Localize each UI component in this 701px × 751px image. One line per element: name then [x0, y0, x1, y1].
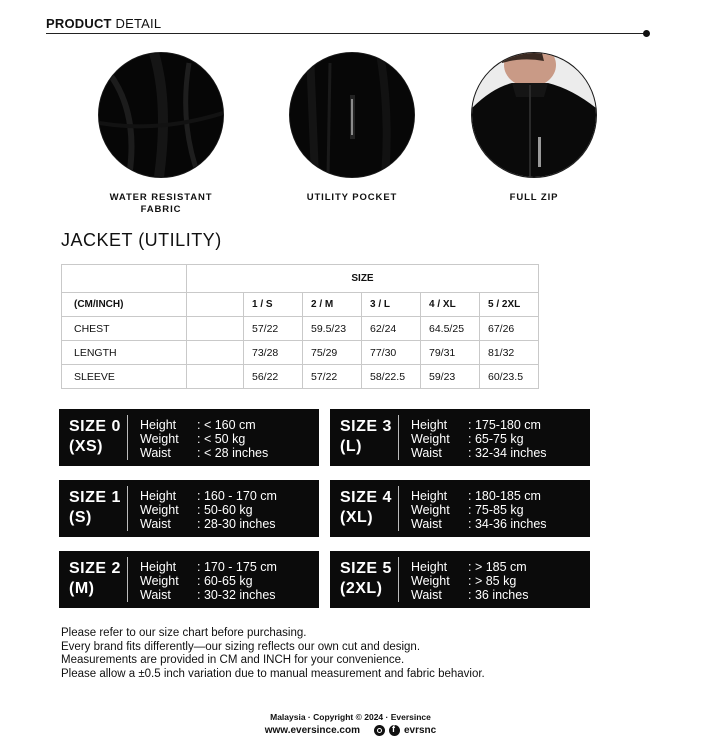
height-value: : 160 - 170 cm	[197, 489, 277, 503]
table-cell: 62/24	[362, 317, 421, 341]
height-label: Height	[140, 560, 177, 574]
feature-label: UTILITY POCKET	[306, 192, 398, 203]
waist-value: : 32-34 inches	[468, 446, 547, 460]
weight-label: Weight	[140, 574, 179, 588]
feature-label: WATER RESISTANT FABRIC	[109, 192, 213, 215]
note-line: Please refer to our size chart before purchasing.	[61, 627, 307, 639]
table-cell: 57/22	[244, 317, 303, 341]
feature-image-pocket	[289, 52, 415, 178]
instagram-icon[interactable]	[374, 725, 385, 736]
table-cell: 59/23	[421, 365, 480, 389]
weight-label: Weight	[411, 432, 450, 446]
height-value: : 175-180 cm	[468, 418, 541, 432]
size-name	[69, 417, 121, 457]
size-letter: (XS)	[69, 438, 103, 455]
weight-label: Weight	[411, 574, 450, 588]
size-code: SIZE 1	[69, 489, 121, 506]
feature-image-fabric	[98, 52, 224, 178]
height-label: Height	[140, 418, 177, 432]
weight-value: : < 50 kg	[197, 432, 246, 446]
size-label: 3 / L	[362, 293, 421, 317]
height-label: Height	[411, 489, 448, 503]
table-header-row	[62, 265, 539, 293]
footer-links	[0, 725, 701, 736]
size-divider	[127, 415, 128, 460]
table-cell: 57/22	[303, 365, 362, 389]
size-guide-box	[330, 409, 590, 466]
weight-value: : > 85 kg	[468, 574, 517, 588]
size-guide-box	[330, 551, 590, 608]
size-divider	[398, 486, 399, 531]
weight-value: : 60-65 kg	[197, 574, 253, 588]
unit-label: (CM/INCH)	[62, 293, 187, 317]
table-row	[62, 317, 539, 341]
feature-water-resistant	[91, 52, 231, 216]
height-value: : < 160 cm	[197, 418, 256, 432]
size-specs	[411, 560, 528, 602]
table-corner	[62, 265, 187, 293]
size-code: SIZE 5	[340, 560, 392, 577]
table-cell: 64.5/25	[421, 317, 480, 341]
note-line: Please allow a ±0.5 inch variation due to manual measurement and fabric behavior.	[61, 667, 485, 680]
size-code: SIZE 2	[69, 560, 121, 577]
weight-label: Weight	[140, 503, 179, 517]
table-cell: 60/23.5	[480, 365, 539, 389]
table-cell: 56/22	[244, 365, 303, 389]
size-guide-box	[59, 480, 319, 537]
header-rule	[46, 33, 646, 34]
height-value: : > 185 cm	[468, 560, 527, 574]
size-guide-box	[59, 551, 319, 608]
footer-copyright: Malaysia · Copyright © 2024 · Eversince	[270, 712, 431, 722]
weight-value: : 65-75 kg	[468, 432, 524, 446]
size-name	[69, 559, 121, 599]
table-blank-cell	[187, 293, 244, 317]
feature-full-zip	[464, 52, 604, 204]
section-title: JACKET (UTILITY)	[61, 230, 222, 250]
website-link[interactable]: www.eversince.com	[264, 725, 360, 736]
feature-label: FULL ZIP	[509, 192, 559, 203]
size-divider	[398, 557, 399, 602]
size-specs	[411, 418, 547, 460]
size-specs	[140, 418, 268, 460]
note-line: Every brand fits differently—our sizing reflects our own cut and design.	[61, 640, 421, 653]
size-name	[340, 559, 392, 599]
row-label: CHEST	[62, 317, 187, 341]
waist-label: Waist	[411, 588, 442, 602]
weight-value: : 50-60 kg	[197, 503, 253, 517]
size-name	[340, 417, 392, 457]
size-chart-table	[61, 264, 539, 389]
size-letter: (L)	[340, 438, 362, 455]
size-divider	[398, 415, 399, 460]
size-specs	[140, 560, 277, 602]
size-code: SIZE 3	[340, 418, 392, 435]
size-divider	[127, 486, 128, 531]
waist-value: : 28-30 inches	[197, 517, 276, 531]
table-blank-cell	[187, 317, 244, 341]
size-code: SIZE 4	[340, 489, 392, 506]
height-label: Height	[411, 418, 448, 432]
feature-image-zip	[471, 52, 597, 178]
table-blank-cell	[187, 365, 244, 389]
size-name	[69, 488, 121, 528]
row-label: SLEEVE	[62, 365, 187, 389]
size-label: 1 / S	[244, 293, 303, 317]
size-specs	[140, 489, 277, 531]
weight-label: Weight	[411, 503, 450, 517]
waist-value: : 34-36 inches	[468, 517, 547, 531]
header-bold: PRODUCT	[46, 16, 112, 31]
waist-value: : 36 inches	[468, 588, 529, 602]
size-column-header: SIZE	[187, 265, 539, 293]
size-divider	[127, 557, 128, 602]
size-guide-box	[59, 409, 319, 466]
row-label: LENGTH	[62, 341, 187, 365]
table-size-row	[62, 293, 539, 317]
table-cell: 77/30	[362, 341, 421, 365]
height-label: Height	[140, 489, 177, 503]
table-cell: 59.5/23	[303, 317, 362, 341]
size-specs	[411, 489, 547, 531]
table-row	[62, 365, 539, 389]
size-code: SIZE 0	[69, 418, 121, 435]
waist-label: Waist	[411, 446, 442, 460]
size-label: 4 / XL	[421, 293, 480, 317]
size-letter: (M)	[69, 580, 95, 597]
table-cell: 58/22.5	[362, 365, 421, 389]
table-cell: 75/29	[303, 341, 362, 365]
weight-value: : 75-85 kg	[468, 503, 524, 517]
page-header	[46, 16, 161, 31]
table-row	[62, 341, 539, 365]
waist-value: : 30-32 inches	[197, 588, 276, 602]
size-label: 5 / 2XL	[480, 293, 539, 317]
size-letter: (2XL)	[340, 580, 383, 597]
facebook-icon[interactable]	[389, 725, 400, 736]
header-dot	[643, 30, 650, 37]
size-notes	[61, 627, 485, 681]
size-label: 2 / M	[303, 293, 362, 317]
table-cell: 79/31	[421, 341, 480, 365]
size-guide-box	[330, 480, 590, 537]
table-blank-cell	[187, 341, 244, 365]
header-rest: DETAIL	[111, 16, 162, 31]
waist-label: Waist	[140, 446, 171, 460]
size-letter: (XL)	[340, 509, 374, 526]
table-cell: 81/32	[480, 341, 539, 365]
table-cell: 67/26	[480, 317, 539, 341]
waist-label: Waist	[140, 517, 171, 531]
table-cell: 73/28	[244, 341, 303, 365]
weight-label: Weight	[140, 432, 179, 446]
note-line: Measurements are provided in CM and INCH for your convenience.	[61, 654, 405, 667]
height-value: : 180-185 cm	[468, 489, 541, 503]
waist-value: : < 28 inches	[197, 446, 269, 460]
waist-label: Waist	[411, 517, 442, 531]
size-letter: (S)	[69, 509, 92, 526]
size-name	[340, 488, 392, 528]
social-handle[interactable]: evrsnc	[403, 725, 437, 736]
waist-label: Waist	[140, 588, 171, 602]
height-label: Height	[411, 560, 448, 574]
feature-utility-pocket	[282, 52, 422, 204]
height-value: : 170 - 175 cm	[197, 560, 277, 574]
